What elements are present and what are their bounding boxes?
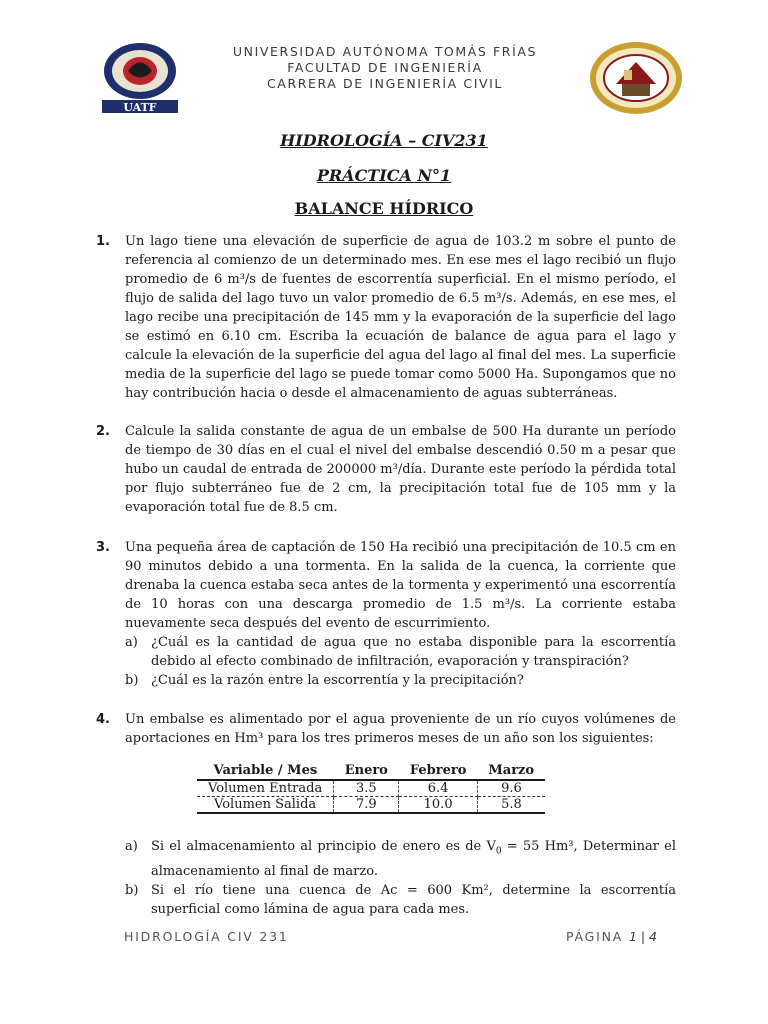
subquestion-text: ¿Cuál es la cantidad de agua que no estaba disponible para la escorrentía debido al efecto combinado de infiltración, evaporación y transpiración? xyxy=(151,635,676,669)
footer-course: HIDROLOGÍA CIV 231 xyxy=(124,929,289,944)
uatf-logo-text: UATF xyxy=(123,101,157,114)
problem-number: 1. xyxy=(96,234,110,249)
table-header: Variable / Mes xyxy=(197,762,334,780)
page-number: 1 | 4 xyxy=(628,929,658,944)
faculty-name: FACULTAD DE INGENIERÍA xyxy=(287,60,483,75)
subquestion-a xyxy=(125,633,676,671)
subquestion-a xyxy=(125,837,676,881)
table-cell: Volumen Entrada xyxy=(197,780,334,797)
table-header: Febrero xyxy=(399,762,478,780)
university-name: UNIVERSIDAD AUTÓNOMA TOMÁS FRÍAS xyxy=(232,44,538,59)
subquestion-text: Si el almacenamiento al principio de enero es de $V_0 = 55$ Hm³, Determinar el almacenamiento al final de marzo. xyxy=(151,839,676,879)
course-title: HIDROLOGÍA – CIV231 xyxy=(280,131,488,150)
table-header-row xyxy=(197,762,545,780)
problem-1 xyxy=(96,232,676,403)
subquestion-b xyxy=(125,671,676,690)
problem-text: Calcule la salida constante de agua de un embalse de 500 Ha durante un período de tiempo de 30 días en el cual el nivel del embalse descendió 0.50 m a pesar que hubo un caudal de entrada de 200000 m³/día. Durante este período la pérdida total por flujo subterráneo fue de 2 cm, la precipitación total fue de 105 mm y la evaporación total fue de 8.5 cm. xyxy=(125,424,676,515)
table-header: Marzo xyxy=(477,762,545,780)
subquestion-label: a) xyxy=(125,635,138,650)
table-cell: 9.6 xyxy=(477,780,545,797)
problem-text: Un lago tiene una elevación de superficie de agua de 103.2 m sobre el punto de referencia al comienzo de un determinado mes. En ese mes el lago recibió un flujo promedio de 6 m³/s de fuentes de escorrentía superficial. En el mismo período, el flujo de salida del lago tuvo un valor promedio de 6.5 m³/s. Además, en ese mes, el lago recibe una precipitación de 145 mm y la evaporación de la superficie del lago se estimó en 6.10 cm. Escriba la ecuación de balance de agua para el lago y calcule la elevación de la superficie del agua del lago al final del mes. La superficie media de la superficie del lago se puede tomar como 5000 Ha. Supongamos que no hay contribución hacia o desde el almacenamiento de aguas subterráneas. xyxy=(125,234,676,401)
footer-page xyxy=(566,929,657,944)
table-row xyxy=(197,780,545,797)
table-cell: 6.4 xyxy=(399,780,478,797)
problem-3 xyxy=(96,538,676,690)
table-cell: 10.0 xyxy=(399,797,478,814)
table-header: Enero xyxy=(334,762,399,780)
problem-number: 3. xyxy=(96,540,110,555)
problem-4-questions xyxy=(96,837,676,919)
career-name: CARRERA DE INGENIERÍA CIVIL xyxy=(266,76,504,91)
subquestion-b xyxy=(125,881,676,919)
footer-page-label: PÁGINA xyxy=(566,929,624,944)
subquestion-label: b) xyxy=(125,882,139,898)
problem-number: 4. xyxy=(96,712,110,727)
practice-title: PRÁCTICA N°1 xyxy=(316,166,452,185)
subquestion-label: a) xyxy=(125,839,138,854)
inflow-outflow-table xyxy=(197,762,545,814)
page-header xyxy=(0,0,768,125)
problem-text: Una pequeña área de captación de 150 Ha recibió una precipitación de 10.5 cm en 90 minutos debido a una tormenta. En la salida de la cuenca, la corriente que drenaba la cuenca estaba seca antes de la tormenta y experimentó una escorrentía de 10 horas con una descarga promedio de 1.5 m³/s. La corriente estaba nuevamente seca después del evento de escurrimiento. xyxy=(125,540,676,631)
table-cell: Volumen Salida xyxy=(197,797,334,814)
civil-engineering-seal-icon xyxy=(588,40,684,116)
table-cell: 3.5 xyxy=(334,780,399,797)
problem-2 xyxy=(96,422,676,517)
subquestion-text: Si el río tiene una cuenca de Ac = 600 Km², determine la escorrentía superficial como lámina de agua para cada mes. xyxy=(151,882,676,917)
topic-title: BALANCE HÍDRICO xyxy=(294,199,474,218)
table-row xyxy=(197,797,545,814)
uatf-logo xyxy=(98,40,182,114)
institution-block xyxy=(190,44,580,92)
subquestion-label: b) xyxy=(125,673,139,688)
problem-4 xyxy=(96,710,676,748)
problem-number: 2. xyxy=(96,424,110,439)
subquestion-text: ¿Cuál es la razón entre la escorrentía y la precipitación? xyxy=(151,673,524,688)
table-cell: 5.8 xyxy=(477,797,545,814)
problem-text: Un embalse es alimentado por el agua proveniente de un río cuyos volúmenes de aportaciones en Hm³ para los tres primeros meses de un año son los siguientes: xyxy=(125,712,676,746)
table-cell: 7.9 xyxy=(334,797,399,814)
